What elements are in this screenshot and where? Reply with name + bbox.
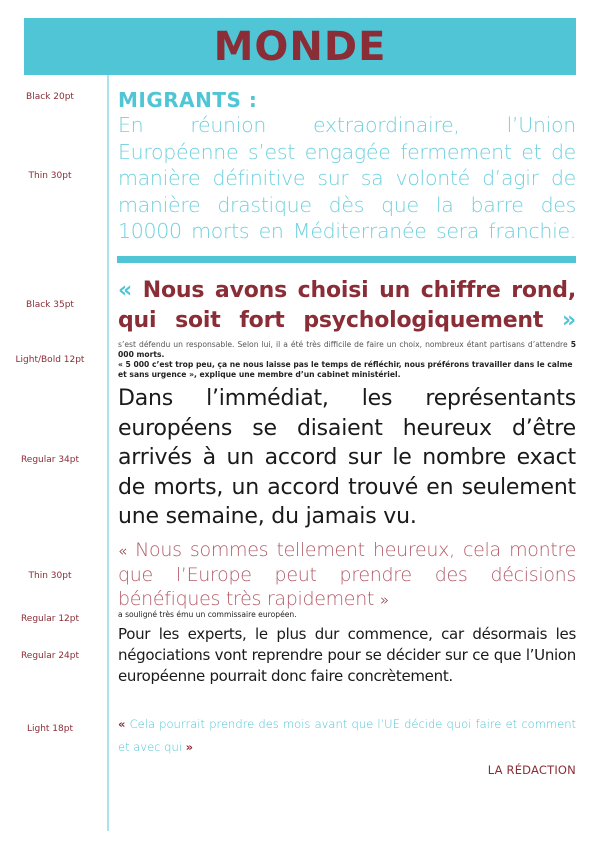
pull-quote-text: Nous avons choisi un chiffre rond, qui soit fort psychologiquement	[118, 278, 577, 333]
margin-label-body-medium: Regular 24pt	[20, 651, 80, 661]
quote-attribution: a souligné très ému un commissaire européen.	[118, 610, 297, 619]
section-separator	[117, 256, 576, 263]
open-quote-mark: «	[118, 542, 127, 560]
margin-label-pull-quote: Black 35pt	[26, 300, 74, 310]
open-quote-mark: «	[118, 278, 133, 303]
small-paragraph-text: s’est défendu un responsable. Selon lui, il a été très difficile de faire un choix, nombreux étant partisans d’attendre	[118, 340, 568, 349]
closing-quote-text: Cela pourrait prendre des mois avant que l’UE décide quoi faire et comment et avec qui	[118, 717, 577, 754]
pull-quote	[118, 276, 576, 336]
open-quote-mark: «	[118, 717, 126, 731]
margin-label-attribution: Regular 12pt	[20, 614, 80, 624]
close-quote-mark: »	[379, 591, 389, 609]
margin-label-lead: Thin 30pt	[28, 171, 72, 181]
body-paragraph-large: Dans l’immédiat, les représentants européens se disaient heureux d’être arrivés à un accord sur le nombre exact de morts, un accord trouvé en seulement une semaine, du jamais vu.	[118, 386, 576, 529]
small-paragraph-bold: 5 000 morts.	[118, 340, 577, 359]
closing-quote	[118, 713, 576, 759]
close-quote-mark: »	[185, 740, 194, 754]
thin-quote	[118, 538, 576, 612]
small-paragraph	[118, 340, 576, 360]
body-paragraph-medium: Pour les experts, le plus dur commence, car désormais les négociations vont reprendre pour se décider sur ce que l’Union européenne pourrait donc faire concrètement.	[118, 625, 576, 685]
section-header-bar	[24, 18, 576, 75]
close-quote-mark: »	[561, 308, 576, 333]
article-lead: En réunion extraordinaire, l’Union Européenne s’est engagée fermement et de manière définitive sur sa volonté d’agir de manière drastique dès que la barre des 10000 morts en Méditerranée sera franchie.	[118, 113, 576, 243]
small-quote: « 5 000 c’est trop peu, ça ne nous laisse pas le temps de réfléchir, nous préférons travailler dans le calme et sans urgence », explique une membre d’un cabinet ministériel.	[118, 360, 573, 379]
margin-label-body-large: Regular 34pt	[20, 455, 80, 465]
article-kicker: MIGRANTS :	[118, 88, 258, 112]
margin-label-small-text: Light/Bold 12pt	[15, 355, 85, 365]
section-title: MONDE	[213, 23, 387, 70]
margin-label-thin-quote: Thin 30pt	[28, 571, 72, 581]
thin-quote-text: Nous sommes tellement heureux, cela montre que l’Europe peut prendre des décisions bénéfiques très rapidement	[118, 539, 576, 610]
margin-divider-line	[107, 75, 109, 831]
margin-label-kicker: Black 20pt	[26, 92, 74, 102]
article-signature: LA RÉDACTION	[487, 763, 576, 777]
margin-label-closing-quote: Light 18pt	[26, 724, 73, 734]
